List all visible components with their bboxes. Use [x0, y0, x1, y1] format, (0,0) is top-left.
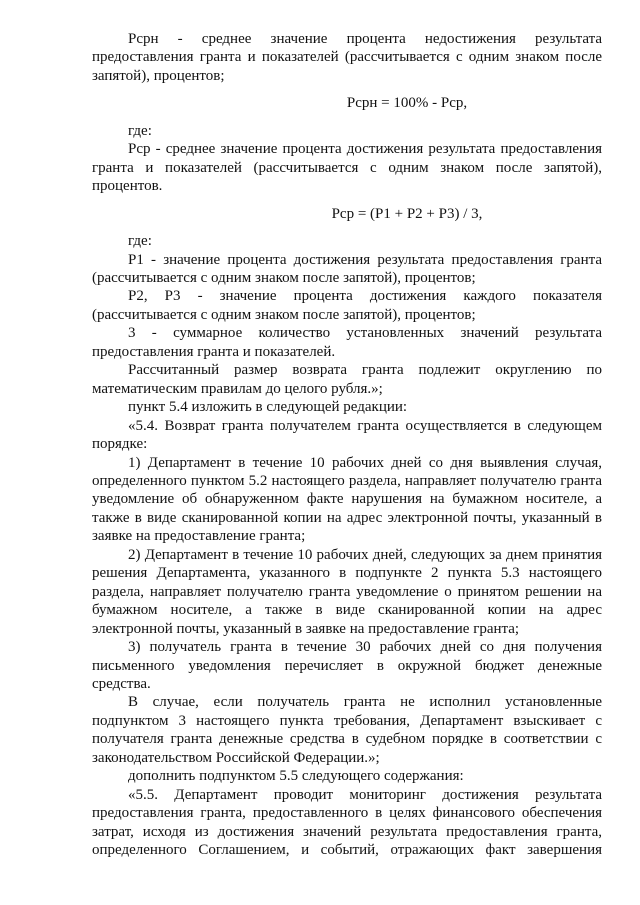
paragraph-item-2: 2) Департамент в течение 10 рабочих дней, следующих за днем принятия решения Департамента, указанного в подпункте 2 пункта 5.3 настоящего раздела, направляет получателю гранта уведомление о принятом решении на бумажном носителе, а также в виде сканированной копии на адрес электронной почты, указанный в заявке на предоставление гранта; [92, 546, 602, 637]
label-where: где: [128, 233, 152, 250]
document-body [92, 30, 602, 859]
paragraph-item-3: 3) получатель гранта в течение 30 рабочих дней со дня получения письменного уведомления перечисляет в окружной бюджет денежные средства. [92, 639, 602, 692]
paragraph-rounding: Рассчитанный размер возврата гранта подлежит округлению по математическим правилам до целого рубля.»; [92, 362, 602, 397]
paragraph-clause-5-4-intro: пункт 5.4 изложить в следующей редакции: [128, 399, 408, 416]
paragraph-3-definition: 3 - суммарное количество установленных значений результата предоставления гранта и показателей. [92, 325, 602, 360]
formula-rsr: Рср = (Р1 + Р2 + Р3) / 3, [331, 205, 483, 222]
paragraph-collection: В случае, если получатель гранта не исполнил установленные подпунктом 3 настоящего пункта требования, Департамент взыскивает с получателя гранта денежные средства в судебном порядке в соответствии с законодательством Российской Федерации.»; [92, 694, 602, 766]
formula-rsrn: Рсрн = 100% - Рср, [346, 95, 468, 112]
paragraph-p1-definition: Р1 - значение процента достижения результата предоставления гранта (рассчитывается с одним знаком после запятой), процентов; [92, 251, 602, 286]
paragraph-p2-p3-definition: Р2, Р3 - значение процента достижения каждого показателя (рассчитывается с одним знаком после запятой), процентов; [92, 288, 602, 323]
paragraph-clause-5-5-intro: дополнить подпунктом 5.5 следующего содержания: [128, 768, 464, 785]
paragraph-rsrn-definition: Рсрн - среднее значение процента недостижения результата предоставления гранта и показателей (рассчитывается с одним знаком после запятой), процентов; [92, 31, 602, 84]
paragraph-item-1: 1) Департамент в течение 10 рабочих дней со дня выявления случая, определенного пунктом 5.2 настоящего раздела, направляет получателю гранта уведомление об обнаруженном факте нарушения на бумажном носителе, а также в виде сканированной копии на адрес электронной почты, указанный в заявке на предоставление гранта; [92, 454, 602, 545]
paragraph-rsr-definition: Рср - среднее значение процента достижения результата предоставления гранта и показателей (рассчитывается с одним знаком после запятой), процентов. [92, 141, 602, 195]
paragraph-clause-5-5: «5.5. Департамент проводит мониторинг достижения результата предоставления гранта, предоставленного в целях финансового обеспечения затрат, исходя из достижения значений результата предоставления гранта, определенного Соглашением, и событий, отражающих факт завершения [92, 786, 602, 859]
paragraph-clause-5-4: «5.4. Возврат гранта получателем гранта осуществляется в следующем порядке: [92, 417, 602, 453]
label-where: где: [128, 122, 152, 139]
